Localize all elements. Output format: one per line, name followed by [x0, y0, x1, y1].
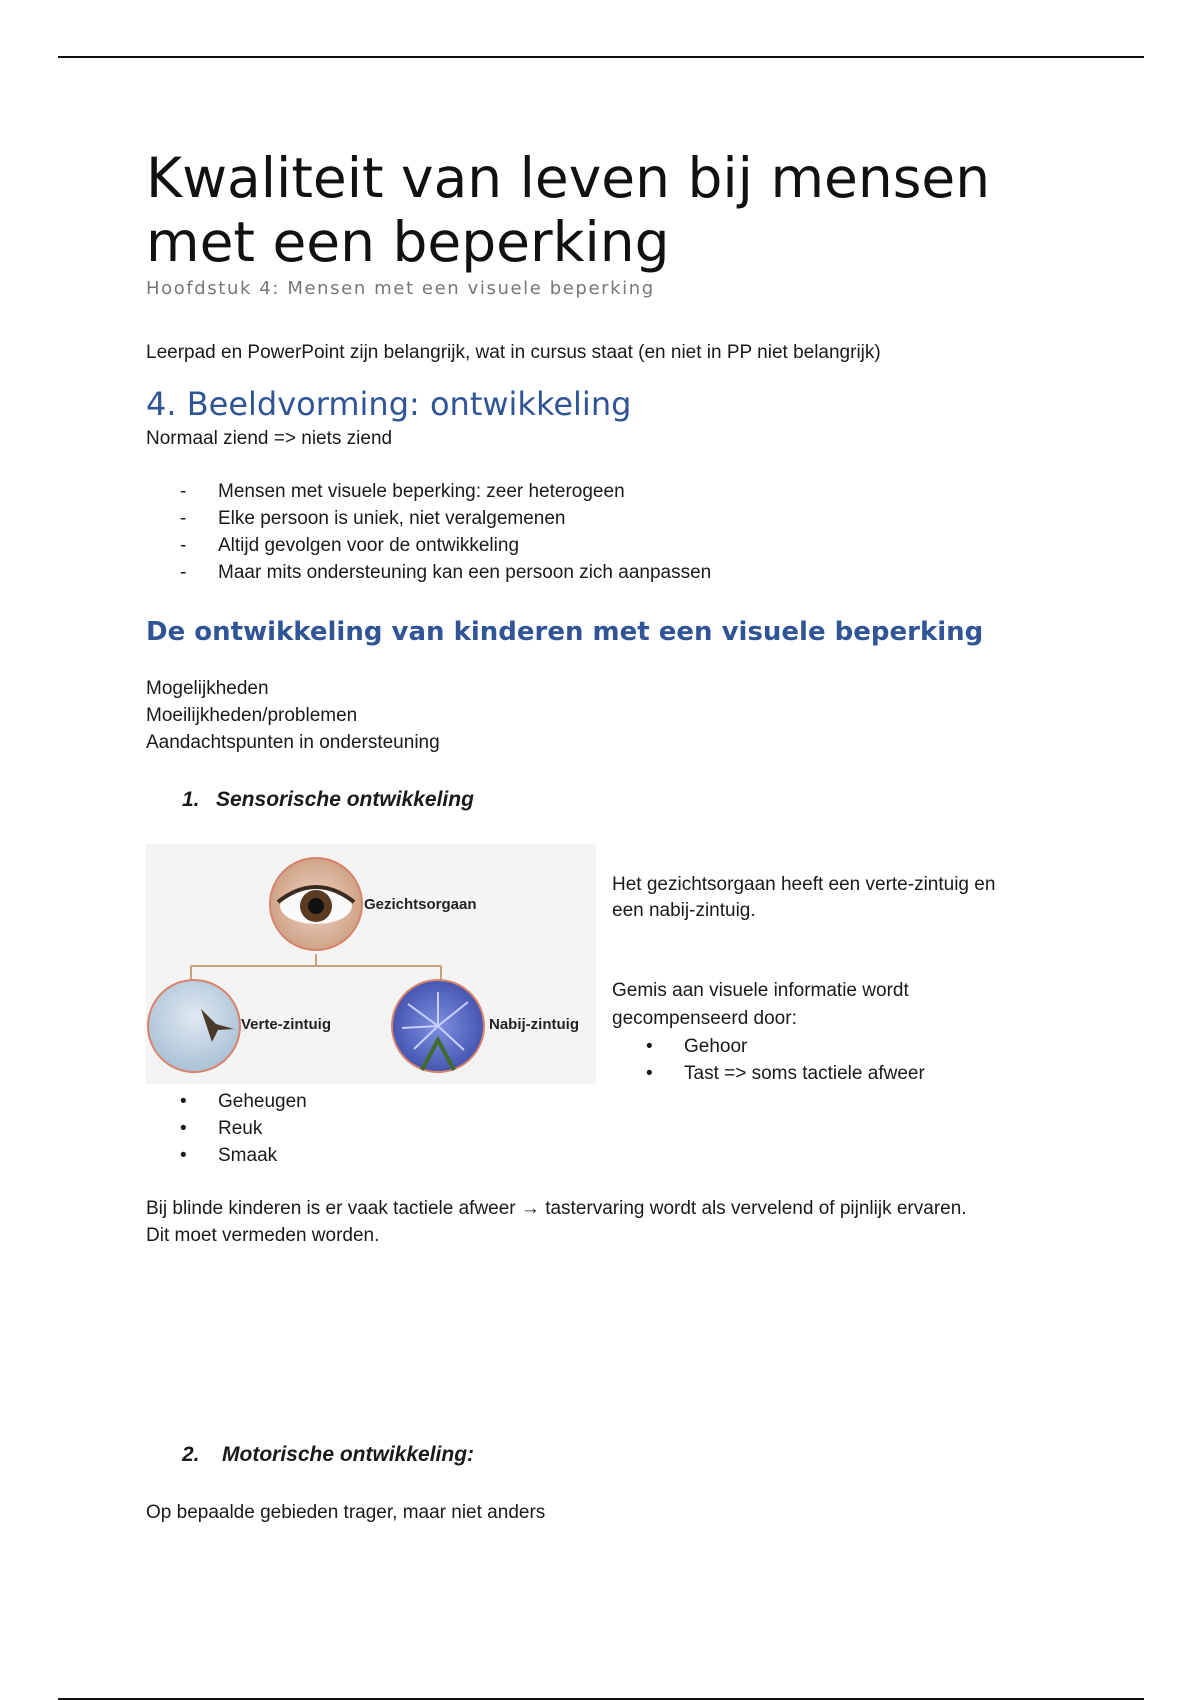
right-text: een nabij-zintuig. — [612, 900, 756, 921]
paragraph-line: Dit moet vermeden worden. — [146, 1225, 380, 1246]
dash-list — [180, 478, 711, 586]
right-bullet-list — [646, 1033, 925, 1087]
list-item: • Geheugen — [180, 1091, 307, 1112]
paragraph-line: Bij blinde kinderen is er vaak tactiele afweer → tastervaring wordt als vervelend of pijnlijk ervaren. — [146, 1198, 967, 1219]
text-line: Moeilijkheden/problemen — [146, 705, 358, 726]
subheading-motorisch: 2. Motorische ontwikkeling: — [182, 1443, 475, 1466]
list-item: - Altijd gevolgen voor de ontwikkeling — [180, 535, 520, 556]
right-text: gecompenseerd door: — [612, 1008, 797, 1029]
bird-icon — [148, 980, 240, 1072]
section-heading-ontwikkeling: De ontwikkeling van kinderen met een visuele beperking — [146, 617, 984, 647]
subheading-sensorisch: 1. Sensorische ontwikkeling — [182, 788, 474, 811]
list-item: - Elke persoon is uniek, niet veralgemenen — [180, 508, 566, 529]
eye-icon — [270, 858, 362, 950]
motorisch-line: Op bepaalde gebieden trager, maar niet anders — [146, 1502, 546, 1523]
senses-diagram — [146, 844, 596, 1084]
intro-text: Leerpad en PowerPoint zijn belangrijk, wat in cursus staat (en niet in PP niet belangrijk) — [146, 342, 881, 363]
list-item: - Maar mits ondersteuning kan een persoon zich aanpassen — [180, 562, 712, 583]
list-item: • Smaak — [180, 1145, 278, 1166]
label-nabij-zintuig: Nabij-zintuig — [489, 1016, 579, 1033]
list-item: - Mensen met visuele beperking: zeer heterogeen — [180, 481, 625, 502]
list-item: • Tast => soms tactiele afweer — [646, 1063, 925, 1084]
text-line: Mogelijkheden — [146, 678, 269, 699]
section-heading-beeldvorming: 4. Beeldvorming: ontwikkeling — [146, 385, 632, 423]
section-line: Normaal ziend => niets ziend — [146, 428, 393, 449]
bullet-list — [180, 1088, 307, 1169]
diagram-svg — [146, 844, 596, 1084]
text-line: Aandachtspunten in ondersteuning — [146, 732, 440, 753]
list-item: • Gehoor — [646, 1036, 748, 1057]
right-text: Het gezichtsorgaan heeft een verte-zintuig en — [612, 874, 996, 895]
header-rule — [58, 56, 1144, 58]
flower-icon — [392, 980, 484, 1072]
document-subtitle: Hoofdstuk 4: Mensen met een visuele beperking — [146, 278, 655, 299]
right-text: Gemis aan visuele informatie wordt — [612, 980, 909, 1001]
list-item: • Reuk — [180, 1118, 263, 1139]
label-verte-zintuig: Verte-zintuig — [241, 1016, 332, 1033]
label-gezichtsorgaan: Gezichtsorgaan — [364, 896, 477, 913]
document-title: Kwaliteit van leven bij mensen met een beperking — [146, 146, 991, 274]
